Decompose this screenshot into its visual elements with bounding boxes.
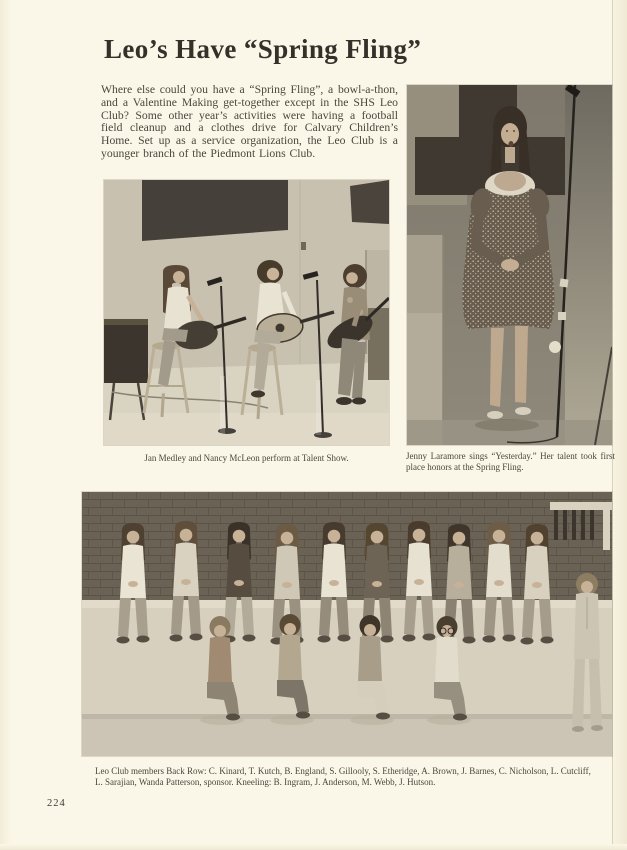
group-photo — [82, 492, 612, 756]
group-caption: Leo Club members Back Row: C. Kinard, T. Kutch, B. England, S. Gillooly, S. Etheridge, A. Brown, J. Barnes, C. Nicholson, L. Cutcliff, L. Sarajian, Wanda Patterson, sponsor. Kneeling: B. Ingram, J. Anderson, M. Webb, J. Hutson. — [95, 766, 591, 787]
singer-photo-art — [407, 85, 612, 445]
intro-paragraph: Where else could you have a “Spring Fling”, a bowl-a-thon, and a Valentine Making get-together except in the SHS Leo Club? Some other year’s activities were having a football field cleanup and a clothes drive for Calvary Children’s Home. Set up as a service organization, the Leo Club is a younger branch of the Piedmont Lions Club. — [101, 83, 398, 160]
page-right-edge — [612, 0, 627, 850]
group-photo-art — [82, 492, 612, 756]
stage-curtain-right — [350, 180, 389, 224]
page-title: Leo’s Have “Spring Fling” — [104, 34, 422, 64]
singer-photo — [407, 85, 612, 445]
talent-show-photo — [104, 180, 389, 445]
ground — [82, 719, 612, 756]
page-bottom-edge — [0, 844, 627, 850]
page-binding-edge — [0, 0, 11, 850]
singer-caption: Jenny Laramore sings “Yesterday.” Her talent took first place honors at the Spring Fling. — [406, 451, 615, 472]
page-number: 224 — [47, 798, 66, 809]
talent-show-photo-art — [104, 180, 389, 445]
talent-show-caption: Jan Medley and Nancy McLeon perform at Talent Show. — [144, 453, 349, 463]
